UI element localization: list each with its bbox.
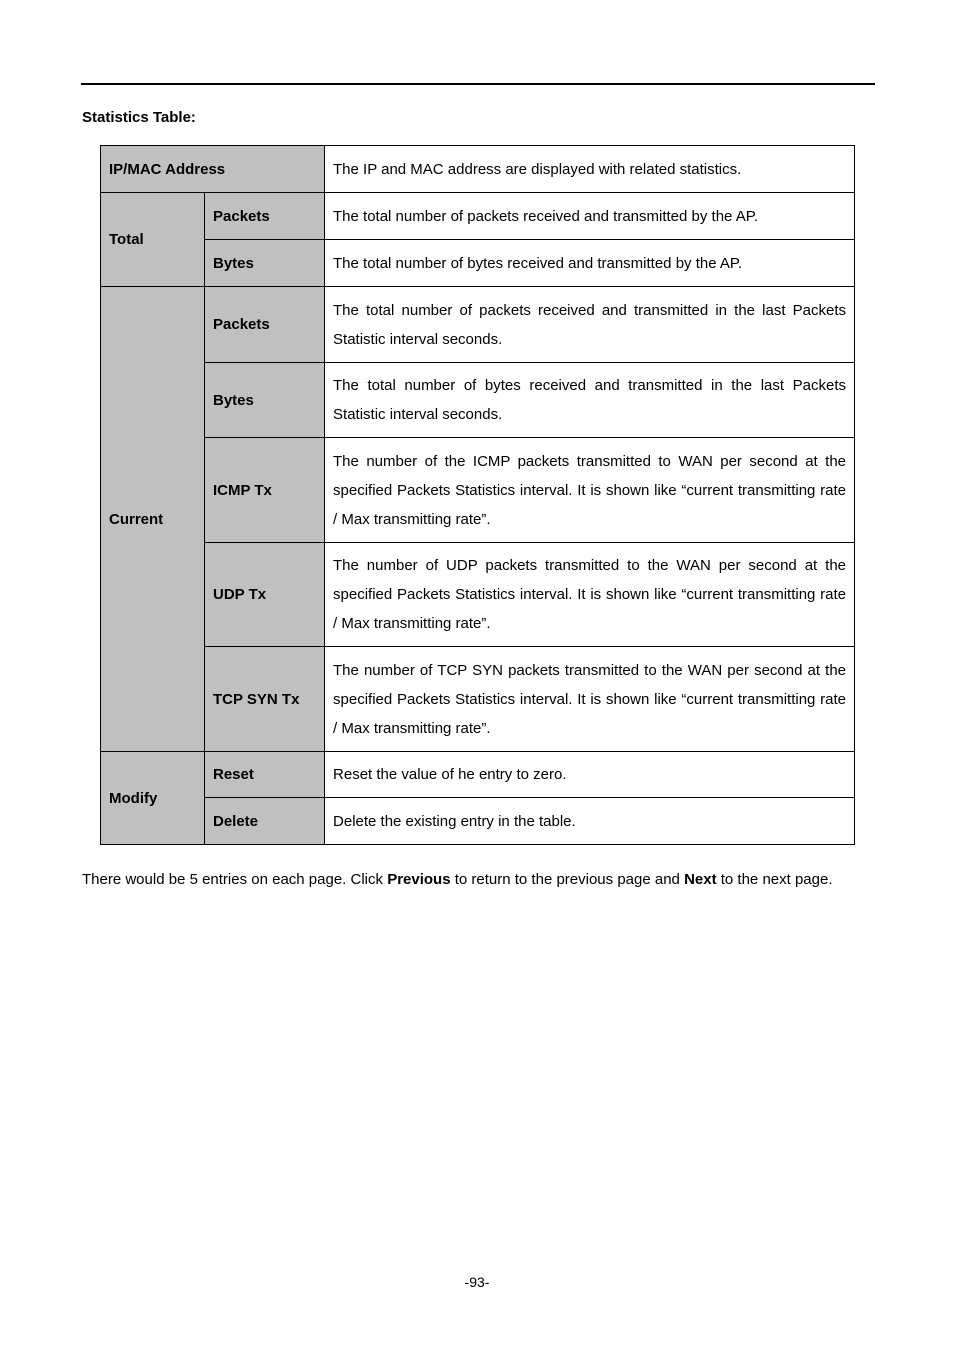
table-row bbox=[101, 287, 855, 363]
row-label-current-packets: Packets bbox=[205, 287, 325, 363]
row-desc-total-bytes: The total number of bytes received and transmitted by the AP. bbox=[325, 240, 855, 287]
row-label-total-packets: Packets bbox=[205, 193, 325, 240]
table-row bbox=[101, 438, 855, 543]
row-label-udp-tx: UDP Tx bbox=[205, 543, 325, 647]
table-row bbox=[101, 193, 855, 240]
previous-term: Previous bbox=[387, 871, 451, 888]
row-desc-delete: Delete the existing entry in the table. bbox=[325, 798, 855, 845]
row-label-total-bytes: Bytes bbox=[205, 240, 325, 287]
row-desc-ip-mac: The IP and MAC address are displayed with related statistics. bbox=[325, 146, 855, 193]
row-desc-udp-tx: The number of UDP packets transmitted to the WAN per second at the specified Packets Statistics interval. It is shown like “current transmitting rate / Max transmitting rate”. bbox=[325, 543, 855, 647]
footer-text-2: to return to the previous page and bbox=[450, 871, 685, 888]
row-desc-total-packets: The total number of packets received and transmitted by the AP. bbox=[325, 193, 855, 240]
row-desc-reset: Reset the value of he entry to zero. bbox=[325, 752, 855, 798]
group-label-modify: Modify bbox=[101, 752, 205, 845]
row-desc-icmp-tx: The number of the ICMP packets transmitted to WAN per second at the specified Packets Statistics interval. It is shown like “current transmitting rate / Max transmitting rate”. bbox=[325, 438, 855, 543]
group-label-current: Current bbox=[101, 287, 205, 752]
group-label-total: Total bbox=[101, 193, 205, 287]
table-row bbox=[101, 543, 855, 647]
footer-paragraph bbox=[82, 867, 868, 892]
table-row bbox=[101, 363, 855, 438]
row-desc-current-bytes: The total number of bytes received and transmitted in the last Packets Statistic interval seconds. bbox=[325, 363, 855, 438]
footer-text-3: to the next page. bbox=[716, 871, 833, 888]
table-row bbox=[101, 752, 855, 798]
statistics-table bbox=[100, 145, 855, 845]
section-title: Statistics Table: bbox=[82, 109, 196, 126]
table-row bbox=[101, 647, 855, 752]
row-label-icmp-tx: ICMP Tx bbox=[205, 438, 325, 543]
row-label-delete: Delete bbox=[205, 798, 325, 845]
table-row bbox=[101, 240, 855, 287]
page-number: -93- bbox=[464, 1274, 490, 1290]
row-desc-current-packets: The total number of packets received and transmitted in the last Packets Statistic interval seconds. bbox=[325, 287, 855, 363]
footer-text-1: There would be 5 entries on each page. Click bbox=[82, 871, 388, 888]
table-row bbox=[101, 798, 855, 845]
row-label-tcp-syn-tx: TCP SYN Tx bbox=[205, 647, 325, 752]
row-label-ip-mac: IP/MAC Address bbox=[101, 146, 325, 193]
row-label-current-bytes: Bytes bbox=[205, 363, 325, 438]
row-label-reset: Reset bbox=[205, 752, 325, 798]
next-term: Next bbox=[684, 871, 717, 888]
table-row bbox=[101, 146, 855, 193]
row-desc-tcp-syn-tx: The number of TCP SYN packets transmitted to the WAN per second at the specified Packets Statistics interval. It is shown like “current transmitting rate / Max transmitting rate”. bbox=[325, 647, 855, 752]
header-rule bbox=[81, 83, 875, 85]
